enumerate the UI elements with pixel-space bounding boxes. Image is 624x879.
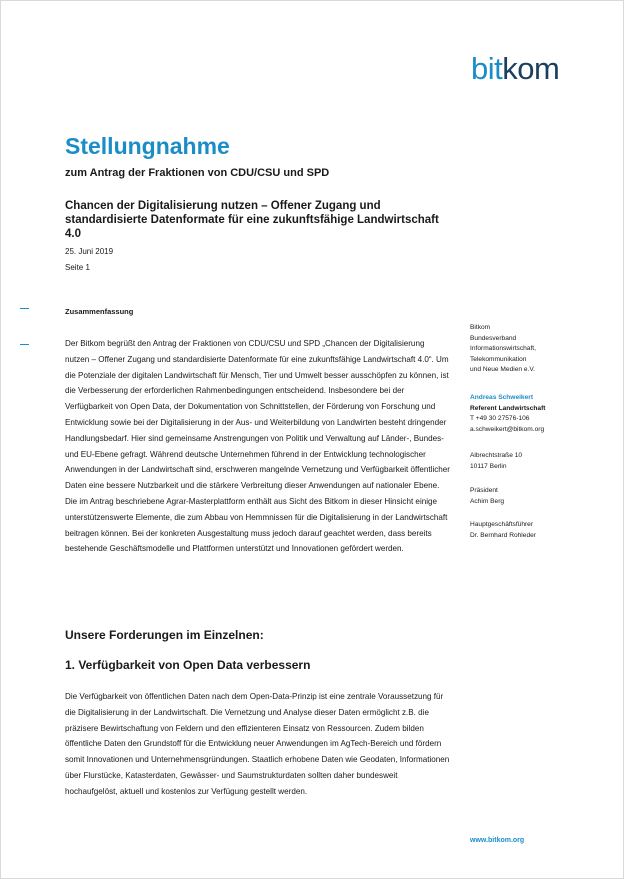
contact-email[interactable]: a.schweikert@bitkom.org [470, 425, 545, 433]
org-line: und Neue Medien e.V. [470, 366, 536, 374]
website-link[interactable]: www.bitkom.org [470, 837, 525, 844]
org-line: Telekommunikation [470, 355, 527, 363]
contact-phone: T +49 30 27576-106 [470, 415, 530, 423]
section1-heading: 1. Verfügbarkeit von Open Data verbessern [65, 658, 311, 672]
contact-role: Referent Landwirtschaft [470, 404, 546, 412]
document-subtitle: zum Antrag der Fraktionen von CDU/CSU und SPD [65, 167, 330, 179]
logo-part-kom: kom [502, 51, 560, 86]
sidebar-contact [470, 393, 615, 435]
address-line: 10117 Berlin [470, 462, 507, 470]
org-line: Bitkom [470, 324, 491, 331]
document-heading: Chancen der Digitalisierung nutzen – Offener Zugang und standardisierte Datenformate für eine zukunftsfähige Landwirtschaft 4.0 [65, 200, 439, 240]
ceo-label: Hauptgeschäftsführer [470, 521, 534, 528]
sidebar-organization [470, 323, 615, 376]
demands-heading: Unsere Forderungen im Einzelnen: [65, 628, 264, 642]
document-date: 25. Juni 2019 [65, 247, 114, 256]
summary-label: Zusammenfassung [65, 307, 134, 316]
sidebar-address [470, 451, 615, 472]
ceo-name: Dr. Bernhard Rohleder [470, 531, 536, 539]
margin-marker [20, 344, 29, 345]
sidebar-ceo [470, 520, 615, 541]
page-number: Seite 1 [65, 263, 90, 272]
address-line: Albrechtstraße 10 [470, 452, 523, 459]
margin-marker [20, 308, 29, 309]
document-title: Stellungnahme [65, 133, 230, 159]
org-line: Bundesverband [470, 334, 517, 342]
sidebar-president [470, 486, 615, 507]
bitkom-logo [471, 51, 559, 87]
president-label: Präsident [470, 487, 498, 494]
section1-text: Die Verfügbarkeit von öffentlichen Daten nach dem Open-Data-Prinzip ist eine zentrale Voraussetzung für die Digitalisierung in der Landwirtschaft. Die Vernetzung und Analyse dieser Daten ermöglicht z.B. die präzisere Bewirtschaftung von Feldern und den effizienteren Einsatz von Ressourcen. Zudem bilden öffentliche Daten den Grundstoff für die Entwicklung neuer Anwendungen im AgTech-Bereich und fördern somit Innovationen und Unternehmensgründungen. Staatlich erhobene Daten wie Geodaten, Informationen über Flurstücke, Katasterdaten, Gewässer- und Saumstrukturdaten sollten daher bundesweit hochaufgelöst, aktuell und kostenlos zur Verfügung gestellt werden. [65, 692, 450, 796]
logo-part-bit: bit [471, 51, 503, 86]
contact-name: Andreas Schweikert [470, 394, 534, 401]
org-line: Informationswirtschaft, [470, 345, 536, 353]
president-name: Achim Berg [470, 497, 505, 505]
summary-text: Der Bitkom begrüßt den Antrag der Fraktionen von CDU/CSU und SPD „Chancen der Digitalisierung nutzen – Offener Zugang und standardisierte Datenformate für eine zukunftsfähige Landwirtschaft 4.0“. Um die Potenziale der digitalen Landwirtschaft für Mensch, Tier und Umwelt besser ausschöpfen zu können, ist die Verbesserung der erforderlichen Rahmenbedingungen entscheidend. Insbesondere bei der Verfügbarkeit von Open Data, der Dokumentation von Schnittstellen, der Förderung von Forschung und Entwicklung sowie bei der Digitalisierung in der Aus- und Weiterbildung von Landwirten besteht dringender Handlungsbedarf. Hier sind gemeinsame Anstrengungen von Politik und Verwaltung auf Länder-, Bundes- und EU-Ebene gefragt. Während deutsche Unternehmen führend in der Entwicklung technologischer Anwendungen in der Landwirtschaft sind, erschweren mangelnde Vernetzung und Verfügbarkeit öffentlicher Daten eine bessere Nutzbarkeit und die stärkere Verbreitung dieser Anwendungen auf nationaler Ebene. Die im Antrag beschriebene Agrar-Masterplattform enthält aus Sicht des Bitkom in dieser Hinsicht einige unterstützenswerte Elemente, die zum Abbau von Hemmnissen für die Digitalisierung in der Landwirtschaft beitragen können. Bei der konkreten Ausgestaltung muss jedoch darauf geachtet werden, dass bereits bestehende Geschäftsmodelle und Plattformen unterstützt und Innovationen gefördert werden. [65, 339, 451, 554]
